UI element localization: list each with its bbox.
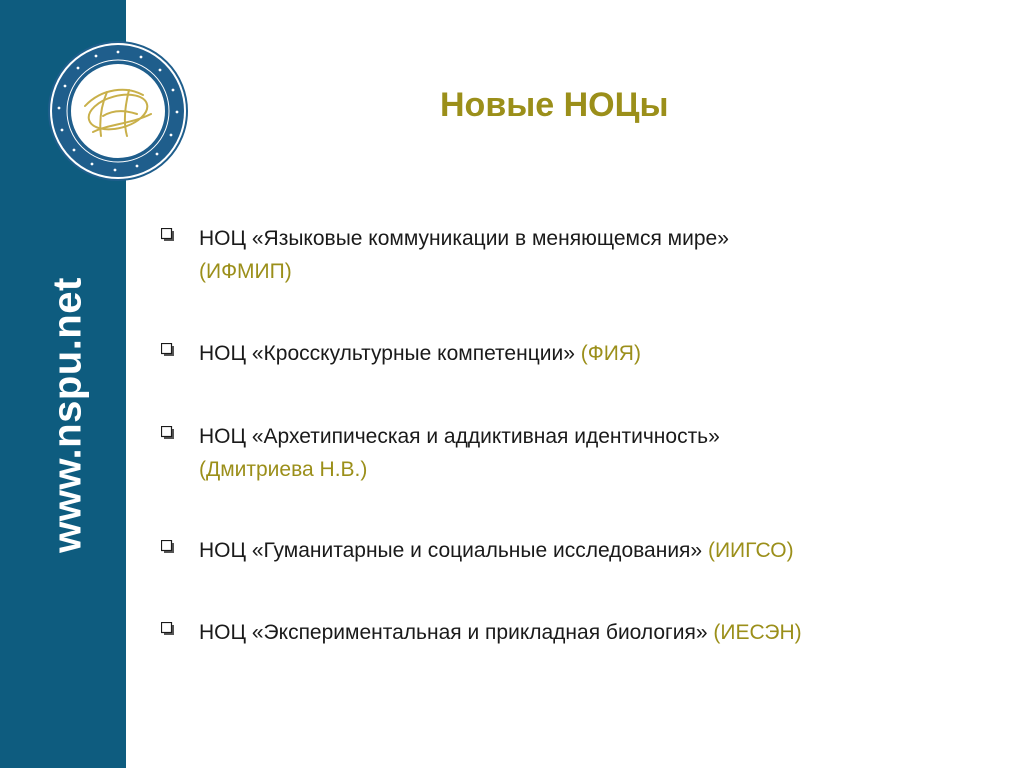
list-item bbox=[161, 222, 981, 288]
noc-owner: (ФИЯ) bbox=[580, 342, 641, 365]
page-title: Новые НОЦы bbox=[440, 86, 669, 124]
list-item bbox=[161, 616, 981, 649]
noc-name: НОЦ «Экспериментальная и прикладная биология» bbox=[199, 621, 708, 644]
noc-name: НОЦ «Архетипическая и аддиктивная идентичность» bbox=[199, 425, 720, 448]
checkbox-bullet-icon bbox=[161, 426, 175, 440]
list-item-text bbox=[199, 337, 981, 370]
noc-owner: (ИФМИП) bbox=[199, 260, 292, 283]
list-item bbox=[161, 420, 981, 486]
noc-name: НОЦ «Кросскультурные компетенции» bbox=[199, 342, 575, 365]
noc-owner: (Дмитриева Н.В.) bbox=[199, 458, 368, 481]
university-logo-icon bbox=[47, 40, 189, 182]
checkbox-bullet-icon bbox=[161, 228, 175, 242]
checkbox-bullet-icon bbox=[161, 540, 175, 554]
checkbox-bullet-icon bbox=[161, 343, 175, 357]
checkbox-bullet-icon bbox=[161, 622, 175, 636]
list-item-text bbox=[199, 222, 981, 288]
list-item bbox=[161, 534, 981, 567]
list-item-text bbox=[199, 616, 981, 649]
noc-name: НОЦ «Гуманитарные и социальные исследования» bbox=[199, 539, 703, 562]
list-item bbox=[161, 337, 981, 370]
list-item-text bbox=[199, 420, 981, 486]
noc-owner: (ИИГСО) bbox=[707, 539, 794, 562]
site-url[interactable]: www.nspu.net bbox=[45, 277, 90, 553]
noc-name: НОЦ «Языковые коммуникации в меняющемся мире» bbox=[199, 227, 729, 250]
noc-owner: (ИЕСЭН) bbox=[713, 621, 802, 644]
list-item-text bbox=[199, 534, 981, 567]
